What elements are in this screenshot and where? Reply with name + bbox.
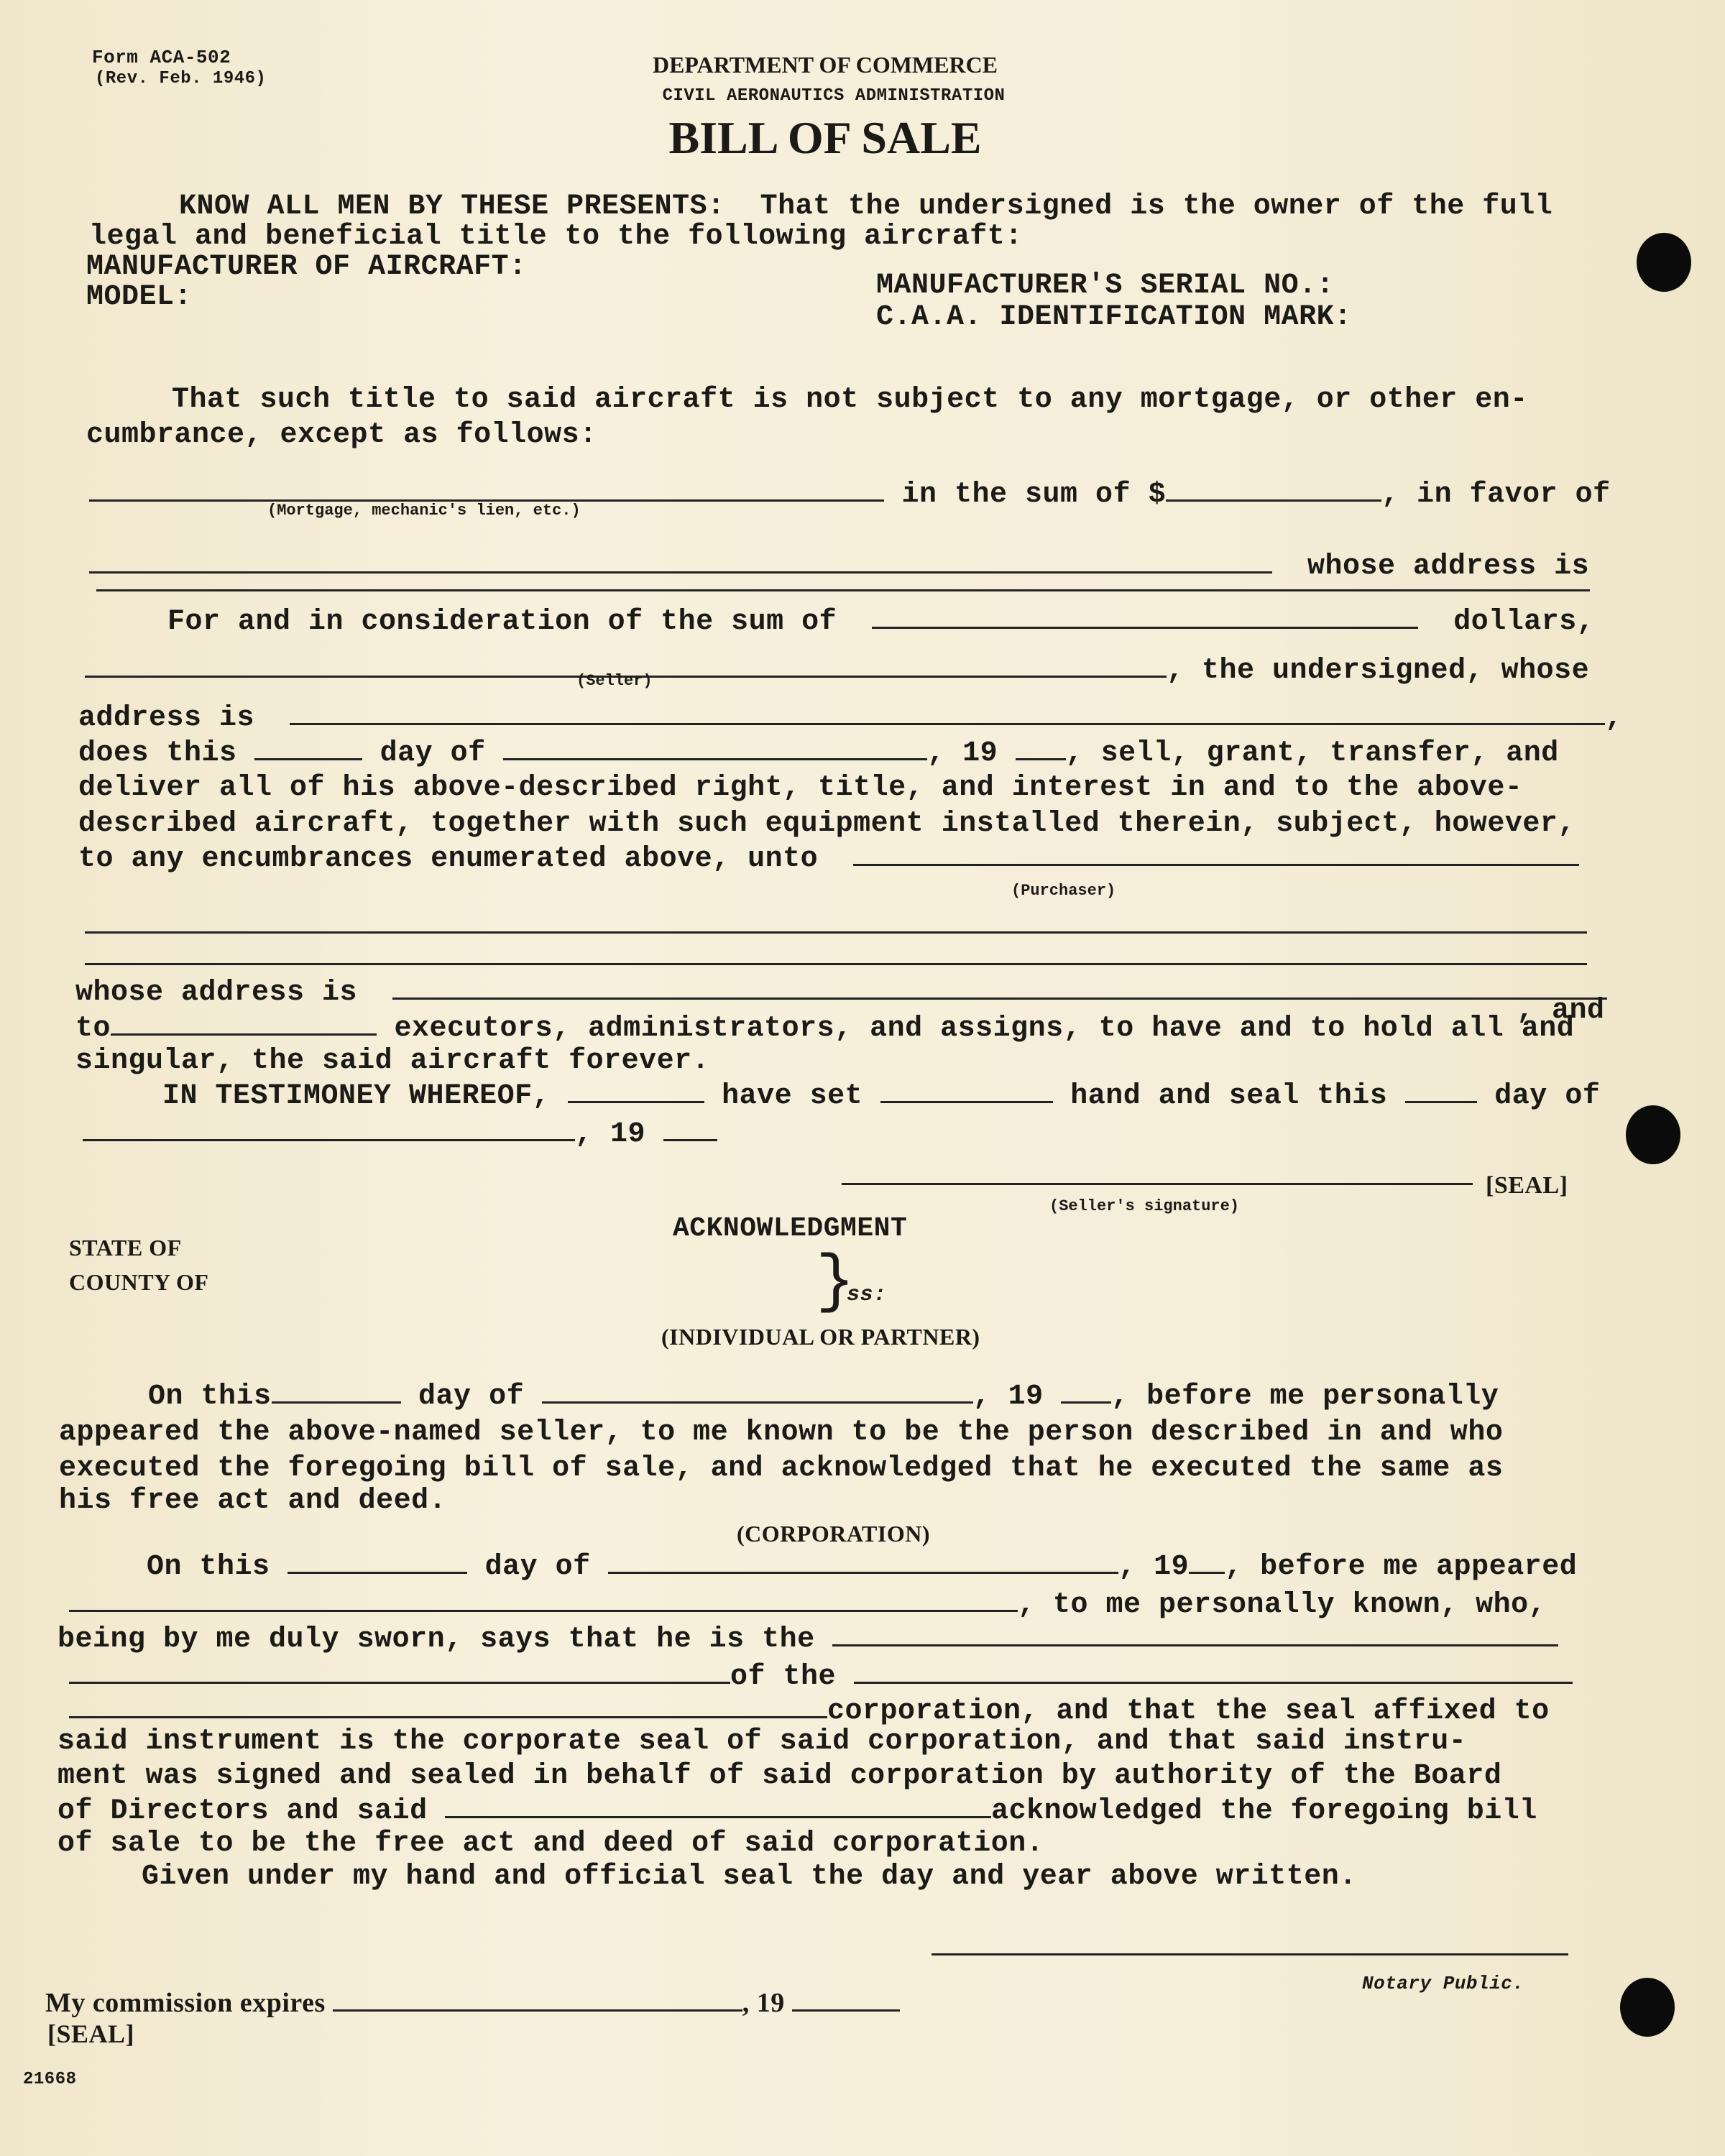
testimoney-label: IN TESTIMONEY WHEREOF, [162,1080,551,1112]
testimony-day-of-label: day of [1494,1080,1601,1112]
form-number: Form ACA-502 [92,47,231,68]
ind-year-prefix: , 19 [972,1381,1044,1413]
corp-on-this-label: On this [147,1551,270,1583]
punch-hole-middle [1626,1105,1680,1164]
consideration-amount-field[interactable] [872,605,1418,629]
manufacturer-label: MANUFACTURER OF AIRCRAFT: [86,251,527,283]
ind-month-field[interactable] [542,1380,973,1404]
purchaser-address-label: whose address is [75,977,358,1009]
punch-hole-top [1637,233,1691,292]
deliver-line: deliver all of his above-described right, title, and interest in and to the above- [78,772,1523,804]
sum-of-label: in the sum of $ [901,479,1167,511]
corporation-name-field-2[interactable] [69,1695,827,1718]
ss-label: ss: [847,1283,887,1307]
notary-public-caption: Notary Public. [1362,1973,1524,1994]
agency-heading: CIVIL AERONAUTICS ADMINISTRATION [662,86,1006,106]
unto-label: to any encumbrances enumerated above, unto [78,843,819,875]
purchaser-caption: (Purchaser) [1011,882,1116,900]
seller-caption: (Seller) [576,672,653,690]
individual-heading: (INDIVIDUAL OR PARTNER) [661,1324,980,1350]
corporation-line-8: of sale to be the free act and deed of said corporation. [58,1828,1044,1860]
corporation-heading: (CORPORATION) [737,1521,930,1547]
encumbrance-address-field[interactable] [96,589,1590,591]
executors-label: executors, administrators, and assigns, to have and to hold all and [394,1013,1575,1045]
being-sworn-label: being by me duly sworn, says that he is the [58,1623,815,1656]
encumbrance-line-1: That such title to said aircraft is not subject to any mortgage, or other en- [172,384,1528,416]
personally-known-label: , to me personally known, who, [1018,1589,1547,1621]
purchaser-line-3[interactable] [85,963,1587,965]
corp-officer-title-field-2[interactable] [69,1660,730,1684]
commission-year-prefix: , 19 [742,1988,785,2018]
sell-grant-label: , sell, grant, transfer, and [1065,737,1559,770]
seller-seal-label: [SEAL] [1486,1172,1568,1199]
purchaser-line-2[interactable] [85,931,1587,934]
undersigned-label: , the undersigned, whose [1167,655,1590,687]
corporation-line-5: said instrument is the corporate seal of said corporation, and that said instru- [58,1726,1467,1758]
seller-signature-caption: (Seller's signature) [1049,1197,1240,1215]
year-prefix: , 19 [927,737,998,770]
consideration-label: For and in consideration of the sum of [167,606,837,638]
individual-line-3: executed the foregoing bill of sale, and acknowledged that he executed the same as [59,1452,1504,1485]
testimony-year-prefix: , 19 [575,1118,646,1151]
encumbrance-type-field[interactable] [89,478,884,502]
address-is-label: address is [78,702,255,734]
corp-officer-name-field[interactable] [69,1588,1018,1612]
corp-year-field[interactable] [1189,1550,1225,1574]
purchaser-pronoun-field[interactable] [111,1012,377,1036]
hand-seal-label: hand and seal this [1070,1080,1388,1112]
individual-line-4: his free act and deed. [59,1485,447,1517]
identification-mark-label: C.A.A. IDENTIFICATION MARK: [876,301,1352,333]
document-title: BILL OF SALE [668,112,982,163]
before-me-label: , before me personally [1111,1381,1499,1413]
purchaser-name-field[interactable] [853,842,1579,866]
of-directors-label: of Directors and said [58,1795,428,1828]
individual-line-2: appeared the above-named seller, to me known to be the person described in and who [59,1416,1504,1449]
intro-line-2: legal and beneficial title to the following aircraft: [89,221,1023,253]
sale-year-field[interactable] [1016,737,1066,760]
have-set-label: have set [722,1080,863,1112]
of-the-label: of the [730,1661,837,1693]
corporation-name-field[interactable] [854,1660,1573,1684]
ind-day-of-label: day of [418,1381,525,1413]
testimony-month-field[interactable] [83,1118,575,1141]
encumbrance-amount-field[interactable] [1166,478,1381,502]
commission-expiry-field[interactable] [333,1988,742,2012]
print-code: 21668 [23,2070,77,2089]
corp-year-prefix: , 19 [1118,1551,1190,1583]
whose-address-label: whose address is [1307,550,1590,583]
sale-month-field[interactable] [503,737,927,760]
acknowledgment-title: ACKNOWLEDGMENT [673,1213,908,1244]
state-of-label: STATE OF [69,1235,182,1261]
corp-day-field[interactable] [288,1550,467,1574]
does-this-label: does this [78,737,237,770]
purchaser-address-field[interactable] [392,976,1607,1000]
notary-signature-field[interactable] [932,1953,1568,1955]
ind-day-field[interactable] [272,1380,401,1404]
corporation-seal-label: corporation, and that the seal affixed to [827,1695,1550,1728]
before-me-appeared-label: , before me appeared [1225,1551,1578,1583]
serial-number-label: MANUFACTURER'S SERIAL NO.: [876,270,1335,302]
encumbrance-line-2: cumbrance, except as follows: [86,419,597,451]
testimony-year-field[interactable] [663,1118,717,1141]
county-of-label: COUNTY OF [69,1269,209,1295]
sale-day-field[interactable] [254,737,362,760]
in-favor-of-label: , in favor of [1381,479,1611,511]
corp-officer-title-field[interactable] [832,1623,1558,1646]
seller-signature-field[interactable] [842,1183,1473,1185]
form-revision: (Rev. Feb. 1946) [95,69,267,88]
corporation-line-6: ment was signed and sealed in behalf of said corporation by authority of the Board [58,1760,1502,1792]
comma: , [1605,702,1623,734]
to-label: to [75,1013,111,1045]
corp-acknowledger-field[interactable] [445,1795,991,1818]
and-label: , and [1517,995,1605,1027]
testimony-day-field[interactable] [1405,1079,1477,1103]
brace-icon: } [816,1246,855,1319]
corp-day-of-label: day of [484,1551,591,1583]
acknowledged-label: acknowledged the foregoing bill [991,1795,1537,1828]
on-this-label: On this [148,1381,272,1413]
ind-year-field[interactable] [1061,1380,1111,1404]
described-line: described aircraft, together with such equipment installed therein, subject, however, [78,808,1576,840]
commission-expires-label: My commission expires [45,1988,326,2018]
department-heading: DEPARTMENT OF COMMERCE [652,52,998,78]
testimony-party-field[interactable] [568,1079,704,1103]
notary-seal-label: [SEAL] [47,2019,135,2048]
corp-month-field[interactable] [608,1550,1118,1574]
intro-line-1: KNOW ALL MEN BY THESE PRESENTS: That the undersigned is the owner of the full [179,190,1553,223]
punch-hole-bottom [1620,1978,1675,2037]
dollars-label: dollars, [1453,606,1595,638]
model-label: MODEL: [86,281,193,313]
singular-line: singular, the said aircraft forever. [75,1045,710,1077]
encumbrance-holder-field[interactable] [89,550,1272,573]
testimony-pronoun-field[interactable] [880,1079,1053,1103]
mortgage-caption: (Mortgage, mechanic's lien, etc.) [267,502,581,520]
given-under-line: Given under my hand and official seal the day and year above written. [142,1861,1357,1893]
commission-year-field[interactable] [792,1988,900,2012]
day-of-label: day of [380,737,486,770]
seller-address-field[interactable] [290,701,1605,725]
